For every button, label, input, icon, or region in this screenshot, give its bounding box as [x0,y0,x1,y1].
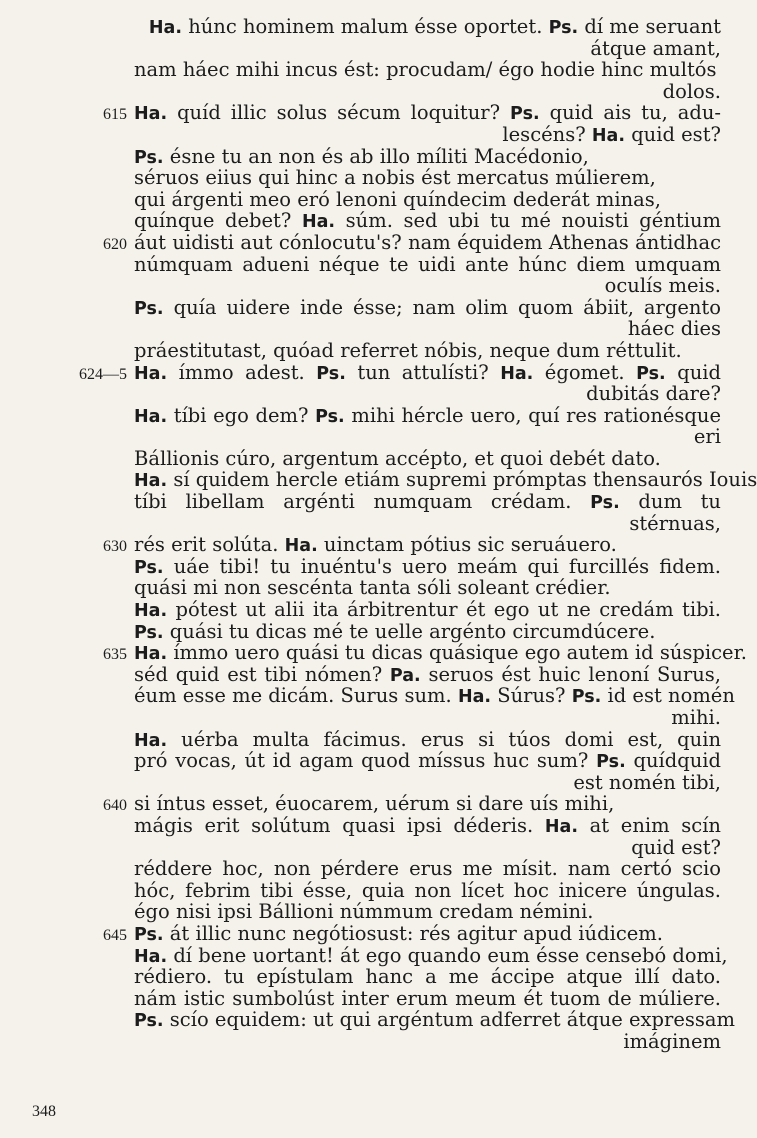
line-words: stérnuas, [629,511,721,535]
verse-line [0,556,750,578]
verse-line [0,513,750,535]
verse-line [0,664,750,686]
line-words: scío equidem: ut qui argéntum adferret átque expressam [169,1008,736,1032]
line-text [134,988,721,1010]
line-words: húnc hominem malum ésse oportet. [188,15,543,38]
line-words: háec dies [627,317,721,341]
verse-line [0,468,757,492]
line-words: qui árgenti meo eró lenoni quíndecim dederát minas, [134,187,661,211]
verse-line [0,642,750,664]
line-words: si íntus esset, éuocarem, uérum si dare uís mihi, [134,792,615,816]
speaker-label: Ha. [134,946,168,967]
speaker-label: Ha. [591,125,625,146]
verse-line [0,491,750,513]
line-words: rés erit solúta. [134,533,279,557]
line-text [134,275,721,297]
verse-line [0,793,750,815]
verse-line [0,750,750,772]
line-words: uinctam pótius sic seruáuero. [323,533,617,557]
line-words: tun attulísti? [357,360,489,384]
line-text [134,405,721,429]
line-text [134,966,721,988]
speaker-label: Ps. [596,752,626,773]
line-words: quási tu dicas mé te uelle argénto circumdúcere. [169,619,656,643]
verse-line [0,362,750,384]
line-words: hóc, febrim tibi ésse, quia non lícet hoc inicere úngulas. [134,878,721,902]
verse-line [0,1009,750,1031]
verse-text [0,15,757,1053]
verse-line [0,318,750,340]
speaker-label: Ha. [134,471,168,492]
verse-line [0,232,750,254]
line-words: quid [677,360,721,384]
line-words: Bállionis cúro, argentum accépto, et quoi debét dato. [134,446,661,470]
verse-line [0,189,750,211]
speaker-label: Ps. [134,1011,164,1032]
speaker-label: Ha. [134,601,168,622]
line-text [134,793,721,815]
verse-line [0,102,750,124]
line-text [134,340,721,362]
speaker-label: Pa. [389,665,421,686]
verse-line [0,923,750,945]
verse-line [0,254,750,276]
line-text [134,232,721,254]
verse-line [0,729,750,751]
line-words: ímmo uero quási tu dicas quásique ego autem id súspicer. [173,641,747,665]
speaker-label: Ps. [316,363,346,384]
speaker-label: Ha. [134,644,168,665]
verse-line [0,901,750,923]
verse-line [0,16,750,38]
line-words: quídquid [633,749,722,773]
line-words: uáe tibi! tu inuéntu's uero meám qui furcillés fidem. [173,554,722,578]
line-words: pró vocas, út id agam quod míssus huc sum? [134,749,589,773]
line-words: réddere hoc, non pérdere erus me mísit. nam certó scio [134,857,721,881]
line-words: nám istic sumbolúst inter erum meum ét tuom de múliere. [134,986,721,1010]
verse-line [0,534,750,556]
line-number: 630 [103,538,127,556]
verse-line [0,577,750,599]
line-words: dubitás dare? [586,382,721,406]
speaker-label: Ha. [134,104,168,125]
line-words: mihi hércle uero, quí res rationésque [351,403,722,427]
speaker-label: Ha. [148,18,182,38]
speaker-label: Ps. [134,298,164,319]
line-words: quid ais tu, adu- [549,101,721,125]
line-words: quid est? [631,122,721,146]
verse-line [0,945,750,967]
line-words: ésne tu an non és ab illo míliti Macédonio, [169,144,589,168]
verse-line [0,297,750,319]
line-words: quínque debet? [134,209,292,233]
line-text [134,577,721,599]
speaker-label: Ha. [301,212,336,233]
line-words: dum tu [638,490,721,514]
line-text [134,684,735,709]
line-words: uérba multa fácimus. erus si túos domi est, quin [181,727,721,751]
line-words: tíbi libellam argénti numquam crédam. [134,490,572,514]
line-text [134,772,721,794]
line-words: quási mi non sescénta tanta sóli soleant crédier. [134,576,611,600]
line-words: dí bene uortant! át ego quando eum ésse censebó domi, [173,943,728,967]
line-words: seruos ést huic lenoní Surus, [428,662,721,686]
speaker-label: Ha. [284,536,318,557]
speaker-label: Ps. [548,18,579,38]
line-words: quid est? [631,835,721,859]
line-words: dolos. [662,79,721,103]
line-number: 645 [103,926,127,944]
line-text [134,901,721,923]
speaker-label: Ps. [134,622,164,643]
verse-line [0,815,750,837]
speaker-label: Ps. [510,104,540,125]
line-text [134,448,721,470]
line-words: númquam adueni néque te uidi ante húnc diem umquam [134,252,721,276]
line-text [134,81,721,103]
verse-line [0,880,750,902]
line-words: átque amant, [590,36,721,60]
line-words: sí quidem hercle etiám supremi prómptas thensaurós Iouis [173,468,757,492]
line-words: mágis erit solútum quasi ipsi déderis. [134,813,534,837]
line-text [134,383,721,405]
verse-line [0,167,750,189]
line-words: oculís meis. [604,274,721,298]
verse-line [0,405,750,427]
verse-line [0,426,750,448]
line-words: id est nomén [607,684,735,708]
verse-line [0,1031,750,1053]
line-words: áut uidisti aut cónlocutu's? nam équidem Athenas ántidhac [134,230,721,254]
line-text [134,189,721,211]
line-number: 640 [103,797,127,815]
line-text [134,707,721,729]
speaker-label: Ps. [571,687,602,708]
line-text [134,858,721,880]
line-number: 624—5 [79,365,127,383]
verse-line [0,858,750,880]
verse-line [0,685,750,707]
line-words: quíd illic solus sécum loquitur? [177,101,501,125]
line-words: égo nisi ipsi Bállioni númmum credam némini. [134,900,594,924]
line-number: 615 [103,106,127,124]
speaker-label: Ps. [315,406,345,427]
verse-line [0,275,750,297]
line-words: tíbi ego dem? [173,403,309,427]
verse-line [0,988,750,1010]
verse-line [0,448,750,470]
verse-line [0,383,750,405]
line-text [134,59,721,81]
speaker-label: Ps. [134,924,164,945]
line-words: at enim scín [589,813,721,837]
verse-line [0,81,750,103]
line-words: lescéns? [502,122,586,146]
line-words: séd quid est tibi nómen? [134,662,383,686]
line-words: mihi. [671,706,721,729]
line-text [134,513,721,535]
verse-line [0,340,750,362]
line-words: Súrus? [497,684,566,708]
verse-line [0,59,750,81]
line-number: 635 [103,646,127,664]
line-words: át illic nunc negótiosust: rés agitur apud iúdicem. [169,921,663,945]
page-number: 348 [32,1103,56,1120]
speaker-label: Ha. [134,406,168,427]
verse-line [0,210,750,232]
speaker-label: Ps. [636,363,666,384]
line-text [134,318,721,340]
line-words: égomet. [544,360,625,384]
speaker-label: Ha. [457,687,492,708]
verse-line [0,146,750,168]
line-words: ímmo adest. [178,360,305,384]
line-text [134,38,721,60]
line-text [134,426,721,448]
line-words: eri [693,425,721,449]
speaker-label: Ha. [500,363,534,384]
line-words: rédiero. tu epístulam hanc a me áccipe atque illí dato. [134,965,721,989]
line-number: 620 [103,235,127,253]
verse-line [0,621,750,643]
speaker-label: Ps. [134,147,164,168]
verse-line [0,599,750,621]
line-words: éum esse me dicám. Surus sum. [134,684,452,708]
line-words: est nomén tibi, [573,770,721,794]
verse-line [0,124,750,146]
line-text [134,254,721,276]
line-words: práestitutast, quóad referret nóbis, neque dum réttulit. [134,338,682,362]
verse-line [0,966,750,988]
speaker-label: Ha. [134,363,168,384]
line-text [134,167,721,189]
line-words: pótest ut alii ita árbitrentur ét ego ut ne credám tibi. [175,598,721,622]
speaker-label: Ps. [590,493,620,514]
speaker-label: Ha. [544,816,578,837]
speaker-label: Ha. [134,730,168,751]
line-words: imáginem [623,1029,721,1053]
line-words: dí me seruant [584,15,721,38]
line-text [134,837,721,859]
line-words: súm. sed ubi tu mé nouisti géntium [345,209,722,233]
line-words: séruos eiius qui hinc a nobis ést mercatus múlierem, [134,166,656,190]
verse-line [0,772,750,794]
line-words: nam háec mihi incus ést: procudam/ égo hodie hinc multós [134,58,717,82]
line-words: quía uidere inde ésse; nam olim quom ábiit, argento [173,295,721,319]
speaker-label: Ps. [134,557,164,578]
verse-line [0,38,750,60]
verse-line [0,837,750,859]
line-text [134,880,721,902]
line-text [134,1031,721,1053]
verse-line [0,707,750,729]
